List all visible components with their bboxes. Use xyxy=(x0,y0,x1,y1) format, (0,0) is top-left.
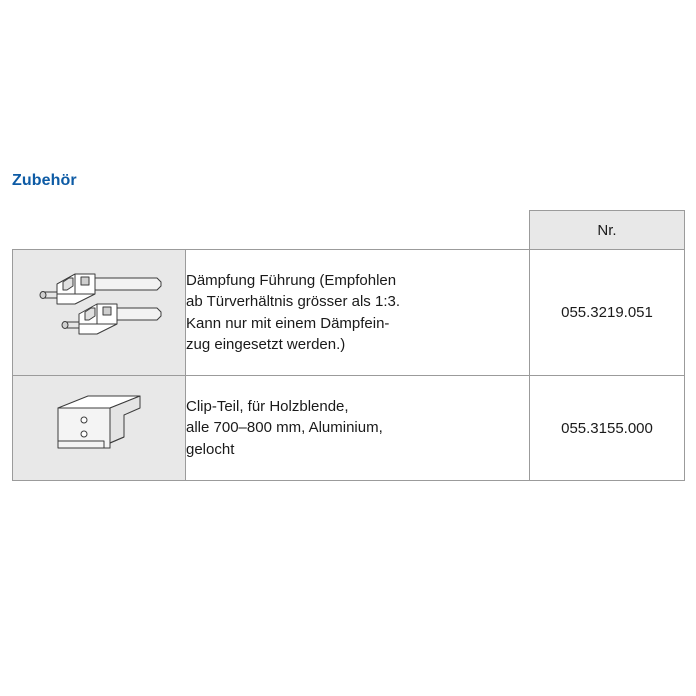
table-header-row xyxy=(13,211,685,250)
page-title: Zubehör xyxy=(12,172,77,189)
header-image-cell xyxy=(13,211,186,250)
product-description-cell xyxy=(186,376,530,481)
table-row xyxy=(13,250,685,376)
description-line: Kann nur mit einem Dämpfein- xyxy=(186,314,390,332)
product-description-cell xyxy=(186,250,530,376)
accessories-table xyxy=(12,210,685,481)
damper-guide-icon xyxy=(29,264,169,356)
clip-part-icon xyxy=(44,388,154,464)
description-line: gelocht xyxy=(186,440,235,458)
product-image-cell xyxy=(13,376,186,481)
header-number-cell: Nr. xyxy=(530,211,685,250)
description-line: ab Türverhältnis grösser als 1:3. xyxy=(186,293,400,311)
description-line: zug eingesetzt werden.) xyxy=(186,335,346,353)
table-row xyxy=(13,376,685,481)
description-line: alle 700–800 mm, Aluminium, xyxy=(186,419,383,437)
product-number-cell: 055.3155.000 xyxy=(530,376,685,481)
header-description-cell xyxy=(186,211,530,250)
description-line: Clip-Teil, für Holzblende, xyxy=(186,398,349,416)
product-image-cell xyxy=(13,250,186,376)
product-number-cell: 055.3219.051 xyxy=(530,250,685,376)
description-line: Dämpfung Führung (Empfohlen xyxy=(186,271,397,289)
accessories-table-wrapper xyxy=(12,210,684,481)
